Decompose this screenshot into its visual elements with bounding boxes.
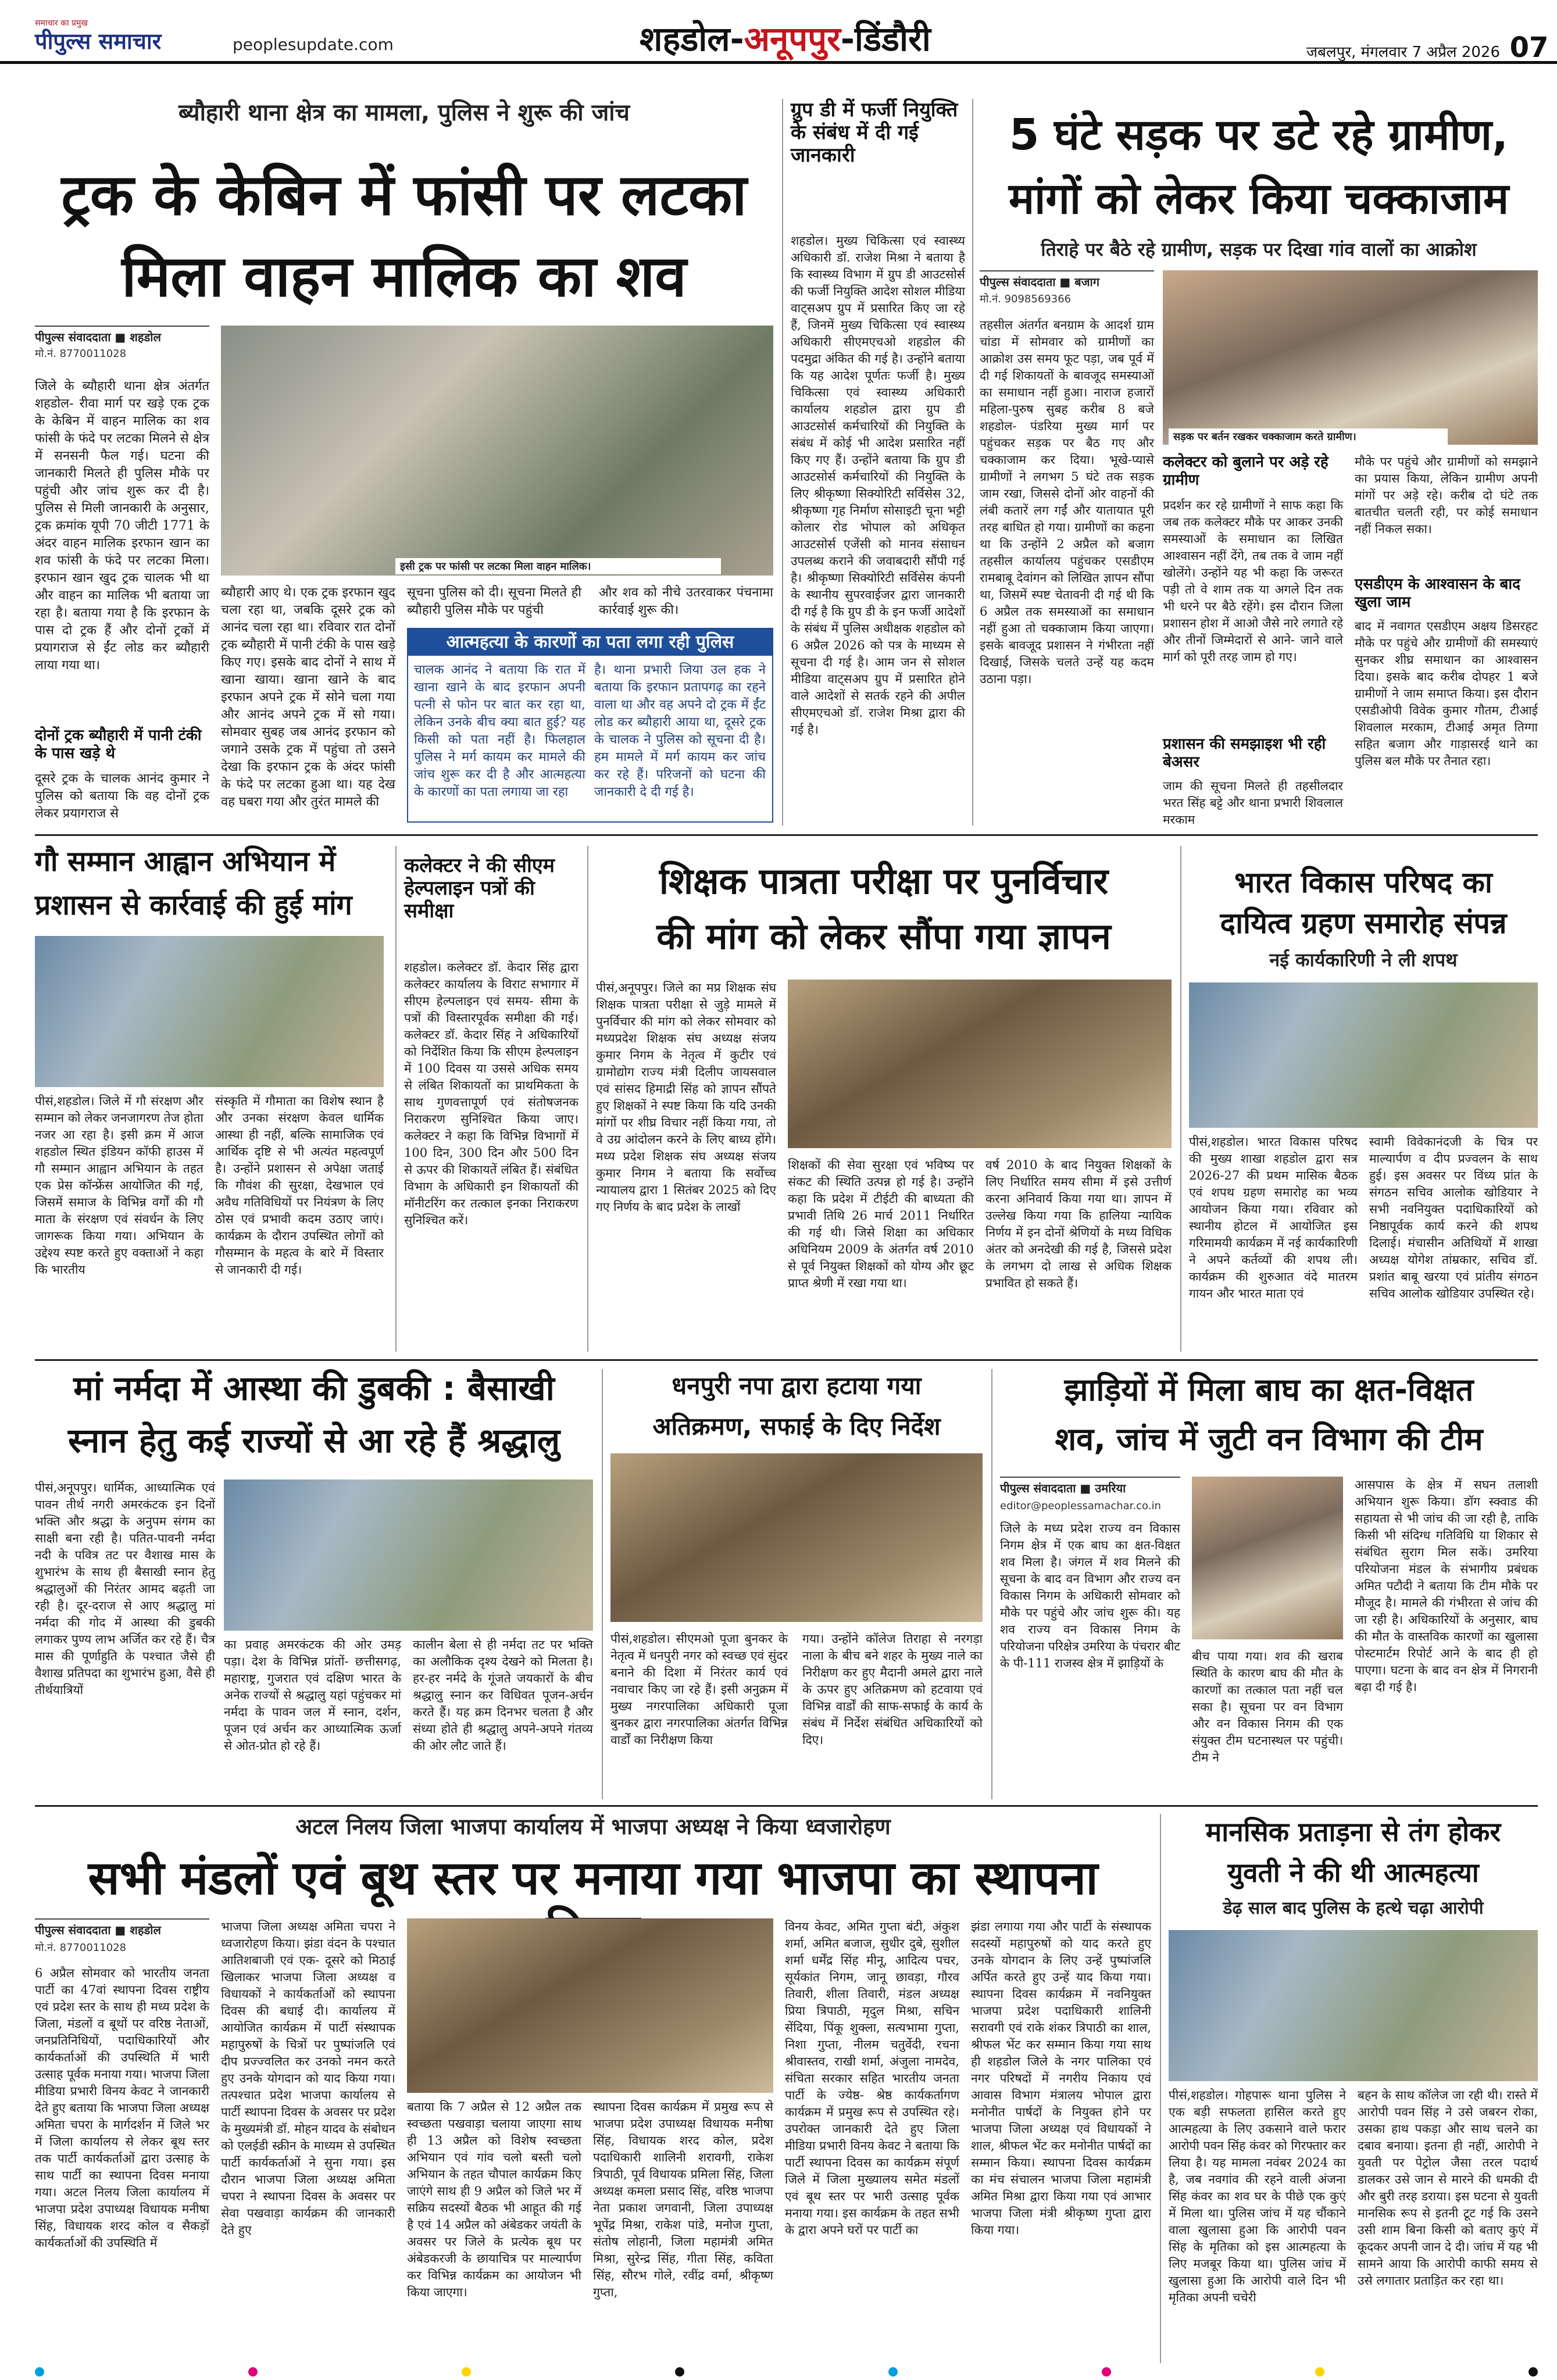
divider [782, 99, 783, 826]
bjp-photo [407, 1918, 773, 2093]
suicide-col2: बहन के साथ कॉलेज जा रही थी। रास्ते में आरोपी पवन सिंह ने उसे जबरन रोका, उसका हाथ पकड़ा और साथ चलने का दबाव बनाया। इतना ही नहीं, आरोपी ने युवती पर पेट्रोल जैसा तरल पदार्थ डालकर उसे जान से मारने की धमकी दी और बुरी तरह डराया। इस घटना से युवती मानसिक रूप से इतनी टूट गई कि उसने उसी शाम बिना किसी को बताए कुएं में कूदकर अपनी जान दे दी। जांच में यह भी सामने आया कि आरोपी काफी समय से उसे लगातार प्रताड़ित कर रहा था। [1358, 2088, 1538, 2288]
dhanpuri-headline-1: धनपुरी नपा द्वारा हटाया गया [672, 1371, 922, 1400]
dhanpuri-headline-2: अतिक्रमण, सफाई के दिए निर्देश [652, 1412, 941, 1441]
section-rule [35, 1805, 1538, 1807]
divider [1160, 1814, 1161, 2363]
truck-story-col3: सूचना पुलिस को दी। सूचना मिलते ही ब्यौहारी पुलिस मौके पर पहुंची [407, 585, 581, 617]
color-dot [248, 2367, 258, 2377]
gau-headline-2: प्रशासन से कार्रवाई की हुई मांग [35, 889, 352, 921]
chakkajam-headline-2: मांगों को लेकर किया चक्काजाम [1008, 174, 1509, 224]
truck-story-col1: जिले के ब्यौहारी थाना क्षेत्र अंतर्गत शहडोल- रीवा मार्ग पर खड़े एक ट्रक के केबिन में वाहन मालिक का शव फांसी के फंदे पर लटका मिलने से क्षेत्र में सनसनी फैल गई। घटना की जानकारी मिलते ही पुलिस मौके पर पहुंची और जांच शुरू कर दी है। पुलिस से मिली जानकारी के अनुसार, ट्रक क्रमांक यूपी 70 जीटी 1771 के अंदर वाहन मालिक इरफान खान का शव फांसी के फंदे पर लटका मिला। इरफान खान खुद ट्रक चालक भी था और वाहन का मालिक भी बताया जा रहा है। बताया गया है कि इरफान के पास दो ट्रक हैं और दोनों ट्रकों में प्रयागराज से ईंट लोड कर ब्यौहारी लाया गया था। [35, 379, 209, 673]
truck-photo-caption: इसी ट्रक पर फांसी पर लटका मिला वाहन मालिक। [395, 558, 721, 574]
section-rule [35, 1359, 1538, 1361]
chakkajam-mobile: मो.नं. 9098569366 [980, 293, 1072, 305]
vikas-kicker: नई कार्यकारिणी ने ली शपथ [1269, 949, 1458, 971]
narmada-headline-2: स्नान हेतु कई राज्यों से आ रहे हैं श्रद्धालु [67, 1421, 560, 1460]
section-title-shahdol: शहडोल- [640, 19, 744, 59]
tiger-email[interactable]: editor@peoplessamachar.co.in [1000, 1500, 1161, 1512]
narmada-photo [224, 1480, 593, 1631]
truck-story-headline-2: मिला वाहन मालिक का शव [122, 244, 687, 310]
narmada-headline-1: मां नर्मदा में आस्था की डुबकी : बैसाखी [73, 1368, 555, 1408]
section-title-dindori: -डिंडौरी [840, 19, 931, 59]
section-title [640, 20, 1163, 62]
bjp-col6: झंडा लगाया गया और पार्टी के संस्थापक सदस्यों महापुरुषों को याद करते हुए उनके योगदान के लिए उन्हें पुष्पांजलि अर्पित करते हुए उन्हें याद किया गया। स्थापना दिवस कार्यक्रम में नवनियुक्त भाजपा प्रदेश पदाधिकारी शालिनी सरावगी एवं राके शंकर त्रिपाठी का शाल, श्रीफल भेंट कर सम्मान किया गया साथ ही शहडोल जिले के नगर पालिका एवं नगर परिषदों में नगरीय निकाय एवं आवास विभाग मंत्रालय भोपाल द्वारा मनोनीत पार्षदों के नियुक्त होने पर भाजपा जिला अध्यक्ष एवं विधायकों ने शाल, श्रीफल भेंट कर मनोनीत पार्षदों का सम्मान किया। स्थापना दिवस कार्यक्रम का मंच संचालन भाजपा जिला महामंत्री अमित मिश्रा द्वारा किया गया एवं आभार भाजपा जिला मंत्री श्रीकृष्ण गुप्ता द्वारा किया गया। [971, 1920, 1151, 2237]
tiger-headline-1: झाड़ियों में मिला बाघ का क्षत-विक्षत [1064, 1371, 1474, 1408]
vikas-photo [1189, 982, 1538, 1128]
bjp-col3: बताया कि 7 अप्रैल से 12 अप्रैल तक स्वच्छता पखवाड़ा चलाया जाएगा साथ ही 13 अप्रैल को विशेष स्वच्छता अभियान एवं गांव चलो बस्ती चलो अभियान के तहत चौपाल कार्यक्रम किए जाएंगे साथ ही 9 अप्रैल को जिले भर में सक्रिय सदस्यों बैठक भी आहूत की गई है एवं 14 अप्रैल को अंबेडकर जयंती के अवसर पर जिले के प्रत्येक बूथ पर अंबेडकरजी के छायाचित्र पर माल्यार्पण कर विभिन्न कार्यक्रम का आयोजन भी किया जाएगा। [407, 2100, 581, 2299]
dhanpuri-col1: पीसं,शहडोल। सीएमओ पूजा बुनकर के नेतृत्व में धनपुरी नगर को स्वच्छ एवं सुंदर बनाने की दिशा में निरंतर कार्य एवं नवाचार किए जा रहे हैं। इसी अनुक्रम में मुख्य नगरपालिका अधिकारी पूजा बुनकर द्वारा नगरपालिका अंतर्गत विभिन्न वार्डों का निरीक्षण किया [610, 1632, 788, 1747]
chakkajam-col3b: बाद में नवागत एसडीएम अक्षय डिसरहट मौके पर पहुंचे और ग्रामीणों की समस्याएं सुनकर शीघ्र समाधान का आश्वासन दिया। इसके बाद करीब दोपहर 1 बजे ग्रामीणों ने जाम समाप्त किया। इस दौरान एसडीओपी विवेक कुमार गौतम, टीआई शिवलाल मरकाम, टीआई अमृत तिग्गा सहित बजाग और गाड़ासरई थाने का पुलिस बल मौके पर तैनात रहा। [1355, 619, 1538, 768]
teacher-col2: शिक्षकों की सेवा सुरक्षा एवं भविष्य पर संकट की स्थिति उत्पन्न हो गई है। उन्होंने कहा कि प्रदेश में टीईटी की बाध्यता की प्रभावी तिथि 26 मार्च 2011 निर्धारित की गई थी। जिसे शिक्षा का अधिकार अधिनियम 2009 के अंतर्गत वर्ष 2010 से पूर्व नियुक्त शिक्षकों को योग्य और छूट प्राप्त श्रेणी में रखा गया था। [788, 1158, 974, 1290]
chakkajam-byline: पीपुल्स संवाददाता ■ बजाग [980, 270, 1154, 290]
color-dot [1315, 2367, 1324, 2377]
color-dot [35, 2367, 44, 2377]
tiger-photo [1192, 1477, 1343, 1639]
collector-body: शहडोल। कलेक्टर डॉ. केदार सिंह द्वारा कलेक्टर कार्यालय के विराट सभागार में सीएम हेल्पलाइन एवं समय- सीमा के पत्रों की विस्तारपूर्वक समीक्षा की गई। कलेक्टर डॉ. केदार सिंह ने अधिकारियों को निर्देशित किया कि सीएम हेल्पलाइन में 100 दिवस या उससे अधिक समय से लंबित शिकायतों का प्राथमिकता के साथ गुणवत्तापूर्ण एवं संतोषजनक निराकरण सुनिश्चित किया जाए। कलेक्टर ने कहा कि विभिन्न विभागों में 100 दिन, 300 दिन और 500 दिन से ऊपर की शिकायतें लंबित हैं। संबंधित विभाग के अधिकारी इन शिकायतों की मॉनीटरिंग कर तत्काल इनका निराकरण सुनिश्चित करें। [404, 960, 578, 1227]
group-d-headline: ग्रुप डी में फर्जी नियुक्ति के संबंध में दी गई जानकारी [791, 98, 958, 167]
chakkajam-col2: प्रदर्शन कर रहे ग्रामीणों ने साफ कहा कि जब तक कलेक्टर मौके पर आकर उनकी समस्याओं के समाधान का लिखित आश्वासन नहीं देंगे, तब तक वे जाम नहीं खोलेंगे। उन्होंने यह भी कहा कि जरूरत पड़ी तो वे शाम तक या अगले दिन तक भी धरने पर बैठे रहेंगे। इस दौरान जिला प्रशासन होश में आओ जैसे नारे लगाते रहे और तीनों जिम्मेदारों से आने- जाने वाले मार्ग को पूरी तरह जाम हो गए। [1163, 498, 1343, 664]
divider [602, 1369, 603, 1799]
truck-photo [221, 326, 773, 576]
teacher-col3: वर्ष 2010 के बाद नियुक्त शिक्षकों के लिए निर्धारित समय सीमा में इसे उत्तीर्ण करना अनिवार्य किया गया था। ज्ञापन में उल्लेख किया गया कि हालिया न्यायिक निर्णय में इन दोनों श्रेणियों के मध्य विधिक अंतर को अनदेखी की गई है, जिससे प्रदेश के लगभग दो लाख से अधिक शिक्षक प्रभावित हो सकते हैं। [985, 1158, 1172, 1290]
date-line: जबलपुर, मंगलवार 7 अप्रैल 2026 [1306, 44, 1500, 61]
tiger-col3: आसपास के क्षेत्र में सघन तलाशी अभियान शुरू किया। डॉग स्क्वाड की सहायता से भी जांच की जा रही है, ताकि किसी भी संदिग्ध गतिविधि या शिकार से संबंधित सुराग मिल सकें। उमरिया परियोजना मंडल के संभागीय प्रबंधक अमित पटौदी ने बताया कि टीम मौके पर मौजूद है। मामले की गंभीरता से जांच की जा रही है। अधिकारियों के अनुसार, बाघ की मौत के वास्तविक कारणों का खुलासा पोस्टमार्टम रिपोर्ट आने के बाद ही हो पाएगा। घटना के बाद वन क्षेत्र में निगरानी बढ़ा दी गई है। [1355, 1478, 1538, 1694]
divider [395, 846, 397, 1352]
chakkajam-col1: तहसील अंतर्गत बनग्राम के आदर्श ग्राम चांडा में सोमवार को ग्रामीणों का आक्रोश उस समय फूट पड़ा, जब पूर्व में दी गई शिकायतों के बावजूद समस्याओं का समाधान नहीं हुआ। नाराज हजारों महिला-पुरुष सुबह करीब 8 बजे शहडोल- पंडरिया मुख्य मार्ग पर पहुंचकर सड़क पर बैठ गए और चक्काजाम कर दिया। भूखे-प्यासे ग्रामीणों ने लगभग 5 घंटे तक सड़क जाम रखा, जिससे दोनों ओर वाहनों की लंबी कतारें लग गईं और यातायात पूरी तरह बाधित हो गया। ग्रामीणों का कहना था कि उन्होंने 2 अप्रैल को बजाग तहसील कार्यालय पहुंचकर एसडीएम रामबाबू देवांगन को लिखित ज्ञापन सौंपा था, जिसमें स्पष्ट चेतावनी दी गई थी कि 6 अप्रैल तक समस्याओं का समाधान नहीं हुआ तो चक्काजाम किया जाएगा। इसके बावजूद प्रशासन ने गंभीरता नहीं दिखाई, जिसके चलते उन्हें यह कदम उठाना पड़ा। [980, 318, 1154, 686]
truck-story-col4: और शव को नीचे उतरवाकर पंचनामा कार्रवाई शुरू की। [599, 585, 773, 617]
registration-marks [35, 2367, 1538, 2378]
suicide-kicker: डेढ़ साल बाद पुलिस के हत्थे चढ़ा आरोपी [1223, 1898, 1484, 1918]
suicide-headline-1: मानसिक प्रताड़ना से तंग होकर [1205, 1816, 1501, 1847]
logo-text: पीपुल्स समाचार [35, 28, 162, 54]
group-d-body: शहडोल। मुख्य चिकित्सा एवं स्वास्थ्य अधिकारी डॉ. राजेश मिश्रा ने बताया है कि स्वास्थ्य विभाग में ग्रुप डी आउटसोर्स की फर्जी नियुक्ति आदेश सोशल मीडिया वाट्सअप ग्रुप में प्रसारित किए जा रहे हैं, जिनमें मुख्य चिकित्सा एवं स्वास्थ्य अधिकारी सीएमएचओ शहडोल की पदमुद्रा अंकित की गई है। उन्होंने बताया कि यह आदेश पूर्णतः फर्जी है। मुख्य चिकित्सा एवं स्वास्थ्य अधिकारी कार्यालय शहडोल द्वारा ग्रुप डी आउटसोर्स कर्मचारियों की नियुक्ति के संबंध में कोई भी आदेश प्रसारित नहीं किए गए हैं। उन्होंने बताया कि ग्रुप डी आउटसोर्स कर्मचारियों की नियुक्ति के लिए श्रीकृष्णा सिक्योरिटी सर्विसेस 32, श्रीकृष्णा गृह निर्माण सोसाइटी चूना भट्टी कोलार रोड भोपाल को अधिकृत आउटसोर्स एजेंसी को मानव संसाधन उपलब्ध कराने की जवाबदारी सौंपी गई है। श्रीकृष्णा सिक्योरिटी सर्विसेस कंपनी के स्थानीय सुपरवाईजर द्वारा जानकारी दी गई है कि ग्रुप डी के इन फर्जी आदेशों के संबंध में पुलिस अधीक्षक शहडोल को 6 अप्रैल 2026 को पत्र के माध्यम से सूचना दी गई है। आम जन से सोशल मीडिया वाट्सअप ग्रुप में प्रसारित होने वाले आदेशों से सतर्क रहने की अपील सीएमएचओ डॉ. राजेश मिश्रा द्वारा की गई है। [791, 234, 965, 737]
truck-story-col2: ब्यौहारी आए थे। एक ट्रक इरफान खुद चला रहा था, जबकि दूसरे ट्रक को आनंद चला रहा था। रविवार रात दोनों ट्रक ब्यौहारी में पानी टंकी के पास खड़े किए गए। इसके बाद दोनों ने साथ में खाना खाया। खाना खाने के बाद इरफान अपने ट्रक में सोने चला गया और आनंद अपने ट्रक में सो गया। सोमवार सुबह जब आनंद इरफान को जगाने उसके ट्रक में पहुंचा तो उसने देखा कि इरफान ट्रक के अंदर फांसी के फंदे पर लटका हुआ था। यह देख वह घबरा गया और तुरंत मामले की [221, 585, 395, 809]
section-title-anuppur: अनूपपुर [744, 19, 841, 59]
color-dot [1102, 2367, 1111, 2377]
gau-headline-1: गौ सम्मान आह्वान अभियान में [35, 845, 336, 878]
bjp-col4: स्थापना दिवस कार्यक्रम में प्रमुख रूप से भाजपा प्रदेश उपाध्यक्ष विधायक मनीषा सिंह, विधायक शरद कोल, प्रदेश पदाधिकारी शालिनी शरावगी, राकेश त्रिपाठी, पूर्व विधायक प्रमिला सिंह, जिला अध्यक्ष कमला प्रसाद सिंह, वरिष्ठ भाजपा नेता प्रकाश जगवानी, जिला उपाध्यक्ष भूपेंद्र मिश्रा, राकेश पांडे, मनोज गुप्ता, संतोष लोहानी, जिला महामंत्री अमित मिश्रा, सुरेन्द्र सिंह, गीता सिंह, कविता सिंह, सौरभ गोले, रवींद्र वर्मा, श्रीकृष्ण गुप्ता, [593, 2100, 773, 2299]
newspaper-logo [35, 17, 233, 55]
chakkajam-col2b: जाम की सूचना मिलते ही तहसीलदार भरत सिंह बट्टे और थाना प्रभारी शिवलाल मरकाम [1163, 779, 1343, 827]
gau-col1: पीसं,शहडोल। जिले में गौ संरक्षण और सम्मान को लेकर जनजागरण तेज होता नजर आ रहा है। इसी क्रम में आज शहडोल स्थित इंडियन कॉफी हाउस में गौ सम्मान आह्वान अभियान के तहत एक प्रेस कॉन्फ्रेंस आयोजित की गई, जिसमें समाज के विभिन्न वर्गों की गौ माता के संरक्षण एवं संवर्धन के लिए जागरूक किया गया। अभियान के उद्देश्य स्पष्ट करते हुए वक्ताओं ने कहा कि भारतीय [35, 1094, 203, 1277]
bjp-kicker: अटल निलय जिला भाजपा कार्यालय में भाजपा अध्यक्ष ने किया ध्वजारोहण [295, 1814, 891, 1839]
chakkajam-photo-caption: सड़क पर बर्तन रखकर चक्काजाम करते ग्रामीण। [1169, 428, 1448, 445]
vikas-col2: स्वामी विवेकानंदजी के चित्र पर माल्यार्पण व दीप प्रज्वलन के साथ हुई। इस अवसर पर विंध्य प्रांत के संगठन सचिव आलोक खोडियार ने सभी नवनियुक्त पदाधिकारियों को निष्ठापूर्वक कार्य करने की शपथ दिलाई। मंचासीन अतिथियों में शाखा अध्यक्ष योगेश तांम्रकार, सचिव डॉ. प्रशांत बाबू खरया एवं प्रांतीय संगठन सचिव आलोक खोडियार उपस्थित रहे। [1369, 1135, 1538, 1300]
dhanpuri-photo [610, 1453, 983, 1622]
teacher-photo [788, 980, 1172, 1148]
bjp-mobile: मो.नं. 8770011028 [35, 1942, 127, 1954]
bjp-byline: पीपुल्स संवाददाता ■ शहडोल [35, 1918, 209, 1938]
chakkajam-kicker: तिराहे पर बैठे रहे ग्रामीण, सड़क पर दिखा गांव वालों का आक्रोश [1041, 238, 1477, 260]
collector-headline: कलेक्टर ने की सीएम हेल्पलाइन पत्रों की समीक्षा [404, 854, 555, 923]
tiger-col1: जिले के मध्य प्रदेश राज्य वन विकास निगम क्षेत्र में एक बाघ का क्षत-विक्षत शव मिला है। जंगल में शव मिलने की सूचना के बाद वन विभाग और राज्य वन विकास निगम के अधिकारी सोमवार को मौके पर पहुंचे और जांच शुरू की। यह शव राज्य वन विकास निगम के परियोजना परिक्षेत्र उमरिया के पंचरार बीट के पी-111 राजस्व क्षेत्र में झाड़ियों के [1000, 1521, 1180, 1670]
gau-col2: संस्कृति में गौमाता का विशेष स्थान है और उनका संरक्षण केवल धार्मिक आस्था ही नहीं, बल्कि सामाजिक एवं आर्थिक दृष्टि से भी अत्यंत महत्वपूर्ण है। उन्होंने प्रशासन से अपेक्षा जताई कि गौवंश की सुरक्षा, देखभाल एवं अवैध गतिविधियों पर नियंत्रण के लिए ठोस एवं प्रभावी कदम उठाए जाएं। कार्यक्रम के दौरान उपस्थित लोगों को गौसम्मान के महत्व के बारे में विस्तार से जानकारी दी गई। [215, 1094, 384, 1277]
truck-story-box-col2: है। थाना प्रभारी जिया उल हक ने बताया कि इरफान प्रतापगढ़ का रहने वाला था और वह अपने दो ट्रक में ईंट लोड कर ब्यौहारी आया था, दूसरे ट्रक के चालक ने पुलिस को सूचना दी है। हम मामले में मर्ग कायम कर जांच कर रहे हैं। परिजनों को घटना की जानकारी दे दी गई है। [594, 663, 766, 799]
truck-story-box-col1: चालक आनंद ने बताया कि रात में खाना खाने के बाद इरफान अपनी पत्नी से फोन पर बात कर रहा था, लेकिन उनके बीच क्या बात हुई? यह किसी को पता नहीं है। फिलहाल पुलिस ने मर्ग कायम कर मामले की जांच शुरू कर दी है और आत्महत्या के कारणों का पता लगाया जा रहा [414, 663, 585, 799]
chakkajam-subhead2: प्रशासन की समझाइश भी रही बेअसर [1163, 735, 1326, 771]
narmada-col2: का प्रवाह अमरकंटक की ओर उमड़ पड़ा। देश के विभिन्न प्रांतों- छत्तीसगढ़, महाराष्ट्र, गुजरात एवं दक्षिण भारत के अनेक राज्यों से श्रद्धालु यहां पहुंचकर मां नर्मदा के पावन जल में स्नान, दर्शन, पूजन एवं अर्चन कर आध्यात्मिक ऊर्जा से ओत-प्रोत हो रहे हैं। [224, 1638, 401, 1753]
chakkajam-col3: मौके पर पहुंचे और ग्रामीणों को समझाने का प्रयास किया, लेकिन ग्रामीण अपनी मांगों पर अड़े रहे। करीब दो घंटे तक बातचीत चलती रही, पर कोई समाधान नहीं निकल सका। [1355, 455, 1538, 536]
divider [1180, 846, 1181, 1352]
dhanpuri-col2: गया। उन्होंने कॉलेज तिराहा से नरगड़ा नाला के बीच बने शहर के मुख्य नाले का निरीक्षण कर हुए मैदानी अमले द्वारा नाले के ऊपर हुए अतिक्रमण को हटवाया एवं विभिन्न वार्डों की साफ-सफाई के कार्य के संबंध में निर्देश संबंधित अधिकारियों को दिए। [802, 1632, 983, 1747]
narmada-col1: पीसं,अनूपपुर। धार्मिक, आध्यात्मिक एवं पावन तीर्थ नगरी अमरकंटक इन दिनों भक्ति और श्रद्धा के अनुपम संगम का साक्षी बना रही है। पतित-पावनी नर्मदा नदी के पवित्र तट पर वैशाख मास के शुभारंभ के साथ ही बैसाखी स्नान हेतु श्रद्धालुओं की निरंतर आमद बढ़ती जा रही है। दूर-दराज से आए श्रद्धालु मां नर्मदा की गोद में आस्था की डुबकी लगाकर पुण्य लाभ अर्जित कर रहे हैं। चैत्र मास की पूर्णाहुति के पश्चात जैसे ही वैशाख प्रतिपदा का शुभारंभ हुआ, वैसे ही तीर्थयात्रियों [35, 1481, 215, 1697]
masthead [0, 0, 1557, 64]
truck-story-mobile: मो.नं. 8770011028 [35, 348, 127, 360]
gau-photo [35, 936, 384, 1087]
tiger-headline-2: शव, जांच में जुटी वन विभाग की टीम [1055, 1421, 1483, 1457]
truck-story-byline: पीपुल्स संवाददाता ■ शहडोल [35, 326, 209, 345]
teacher-col1: पीसं,अनूपपुर। जिले का मप्र शिक्षक संघ शिक्षक पात्रता परीक्षा से जुड़े मामले में पुनर्विचार की मांग को लेकर सोमवार को मध्यप्रदेश शिक्षक संघ अध्यक्ष संजय कुमार निगम के नेतृत्व में कुटीर एवं ग्रामोद्योग राज्य मंत्री दिलीप जायसवाल एवं सांसद हिमाद्री सिंह को ज्ञापन सौंपते हुए शिक्षकों ने स्पष्ट किया कि यदि उनकी मांगों पर शीघ्र विचार नहीं किया गया, तो वे उग्र आंदोलन करने के लिए बाध्य होंगे। मध्य प्रदेश शिक्षक संघ अध्यक्ष संजय कुमार निगम ने बताया कि सर्वोच्च न्यायालय द्वारा 1 सितंबर 2025 को दिए गए निर्णय के बाद प्रदेश के लाखों [596, 981, 776, 1214]
teacher-headline-2: की मांग को लेकर सौंपा गया ज्ञापन [656, 915, 1111, 957]
vikas-col1: पीसं,शहडोल। भारत विकास परिषद की मुख्य शाखा शहडोल द्वारा सत्र 2026-27 की प्रथम मासिक बैठक एवं शपथ ग्रहण समारोह का भव्य आयोजन किया गया। रविवार को स्थानीय होटल में आयोजित इस गरिमामयी कार्यक्रम में नई कार्यकारिणी ने अपने कर्तव्यों की शपथ ली। कार्यक्रम की शुरुआत वंदे मातरम गायन और भारत माता एवं [1189, 1135, 1358, 1300]
chakkajam-subhead1: कलेक्टर को बुलाने पर अड़े रहे ग्रामीण [1163, 453, 1329, 489]
divider [972, 99, 973, 826]
chakkajam-headline-1: 5 घंटे सड़क पर डटे रहे ग्रामीण, [1009, 110, 1509, 160]
tiger-col2: बीच पाया गया। शव की खराब स्थिति के कारण बाघ की मौत के कारणों का तत्काल पता नहीं चल सका है। सूचना पर वन विभाग और वन विकास निगम की एक संयुक्त टीम घटनास्थल पर पहुंची। टीम ने [1192, 1649, 1343, 1764]
bjp-col2: भाजपा जिला अध्यक्ष अमिता चपरा ने ध्वजारोहण किया। झंडा वंदन के पश्चात आतिशबाजी एवं एक- दूसरे को मिठाई खिलाकर भाजपा जिला अध्यक्ष व विधायकों ने कार्यकर्ताओं को स्थापना दिवस की बधाई दी। कार्यालय में आयोजित कार्यक्रम में पार्टी संस्थापक महापुरुषों के चित्रों पर पुष्पांजलि एवं दीप प्रज्ज्वलित कर उनको नमन करते हुए उनके योगदान को याद किया गया। तत्पश्चात प्रदेश भाजपा कार्यालय से पार्टी स्थापना दिवस के अवसर पर प्रदेश के मुख्यमंत्री डॉ. मोहन यादव के संबोधन को एलईडी स्क्रीन के माध्यम से उपस्थित पार्टी कार्यकर्ताओं ने सुना गया। इस दौरान भाजपा जिला अध्यक्ष अमिता चपरा ने स्थापना दिवस के अवसर पर सेवा पखवाड़ा कार्यक्रम की जानकारी देते हुए [221, 1920, 395, 2237]
divider [991, 1369, 992, 1799]
bjp-headline: सभी मंडलों एवं बूथ स्तर पर मनाया गया भाजपा का स्थापना [88, 1851, 1098, 1905]
color-dot [888, 2367, 898, 2377]
vikas-headline-2: दायित्व ग्रहण समारोह संपन्न [1220, 906, 1507, 940]
suicide-col1: पीसं,शहडोल। गोहपारू थाना पुलिस ने एक बड़ी सफलता हासिल करते हुए आत्महत्या के लिए उकसाने वाले फरार आरोपी पवन सिंह कंवर को गिरफ्तार कर लिया है। यह मामला नवंबर 2024 का है, जब नवगांव की रहने वाली अंजना सिंह कंवर का शव घर के पीछे एक कुएं में मिला था। पुलिस जांच में यह चौंकाने वाला खुलासा हुआ कि आरोपी पवन सिंह के मृतिका को इस आत्महत्या के लिए मजबूर किया था। पुलिस जांच में खुलासा हुआ कि आरोपी वाले दिन भी मृतिका अपनी चचेरी [1169, 2088, 1346, 2304]
color-dot [675, 2367, 684, 2377]
tiger-byline: पीपुल्स संवाददाता ■ उमरिया [1000, 1477, 1180, 1496]
truck-story-box-title: आत्महत्या के कारणों का पता लगा रही पुलिस [408, 629, 772, 656]
truck-story-headline-1: ट्रक के केबिन में फांसी पर लटका [61, 162, 747, 228]
logo-tagline: समाचार का प्रमुख [35, 19, 88, 28]
truck-story-subhead1: दोनों ट्रक ब्यौहारी में पानी टंकी के पास खड़े थे [35, 727, 202, 763]
bjp-col1: 6 अप्रैल सोमवार को भारतीय जनता पार्टी का 47वां स्थापना दिवस राष्ट्रीय एवं प्रदेश स्तर के साथ ही मध्य प्रदेश के जिला, मंडलों व बूथों पर वरिष्ठ नेताओं, जनप्रतिनिधियों, पदाधिकारियों और कार्यकर्ताओं की उपस्थिति में भारी उत्साह पूर्वक मनाया गया। भाजपा जिला मीडिया प्रभारी विनय केवट ने जानकारी देते हुए बताया कि भाजपा जिला अध्यक्ष अमिता चपरा के मार्गदर्शन में जिले भर में जिला कार्यालय से लेकर बूथ स्तर तक पार्टी कार्यकर्ताओं द्वारा उत्साह के साथ पार्टी का स्थापना दिवस मनाया गया। अटल निलय जिला कार्यालय में भाजपा प्रदेश उपाध्यक्ष विधायक मनीषा सिंह, विधायक शरद कोल व सैकड़ों कार्यकर्ताओं की उपस्थिति में [35, 1966, 209, 2250]
narmada-col3: कालीन बेला से ही नर्मदा तट पर भक्ति का अलौकिक दृश्य देखने को मिलता है। हर-हर नर्मदे के गूंजते जयकारों के बीच श्रद्धालु स्नान कर विधिवत पूजन-अर्चन करते हैं। यह क्रम दिनभर चलता है और संध्या होते ही श्रद्धालु अपने-अपने गंतव्य की ओर लौट जाते हैं। [413, 1638, 593, 1753]
truck-story-col1b: दूसरे ट्रक के चालक आनंद कुमार ने पुलिस को बताया कि वह दोनों ट्रक लेकर प्रयागराज से [35, 771, 209, 821]
color-dot [1529, 2367, 1538, 2377]
bjp-col5: विनय केवट, अमित गुप्ता बंटी, अंकुश शर्मा, अमित बजाज, सुधीर दुबे, सुशील शर्मा धर्मेंद्र सिंह मीनू, आदित्य पचर, सूर्यकांत निगम, जानू छावड़ा, गौरव तिवारी, शीला तिवारी, मंडल अध्यक्ष प्रिया त्रिपाठी, मृदुल मिश्रा, सचिन सेंदिया, पिंकू शुक्ला, सत्यभामा गुप्ता, निशा गुप्ता, नीलम चतुर्वेदी, रचना श्रीवास्तव, राखी शर्मा, अंजुला नामदेव, संचिता सरकार सहित भारतीय जनता पार्टी के ज्येष्ठ- श्रेष्ठ कार्यकर्तागण कार्यक्रम में प्रमुख रूप से उपस्थित रहे। उपरोक्त जानकारी देते हुए जिला मीडिया प्रभारी विनय केवट ने बताया कि पार्टी स्थापना दिवस का कार्यक्रम संपूर्ण जिले में जिला मुख्यालय समेत मंडलों एवं बूथ स्तर पर भारी उत्साह पूर्वक मनाया गया। इस कार्यक्रम के तहत सभी के द्वारा अपने घरों पर पार्टी का [785, 1920, 959, 2237]
page-number: 07 [1509, 31, 1549, 64]
suicide-headline-2: युवती ने की थी आत्महत्या [1227, 1857, 1479, 1888]
truck-story-kicker: ब्यौहारी थाना क्षेत्र का मामला, पुलिस ने शुरू की जांच [178, 99, 630, 126]
section-rule [35, 834, 1538, 836]
website-link[interactable]: peoplesupdate.com [233, 35, 394, 54]
teacher-headline-1: शिक्षक पात्रता परीक्षा पर पुनर्विचार [659, 860, 1109, 902]
vikas-headline-1: भारत विकास परिषद का [1234, 866, 1492, 899]
chakkajam-subhead3: एसडीएम के आश्वासन के बाद खुला जाम [1355, 576, 1520, 612]
chakkajam-photo [1163, 270, 1538, 445]
truck-story-box [407, 628, 773, 823]
suicide-photo [1169, 1930, 1538, 2081]
color-dot [462, 2367, 471, 2377]
divider [587, 846, 588, 1352]
